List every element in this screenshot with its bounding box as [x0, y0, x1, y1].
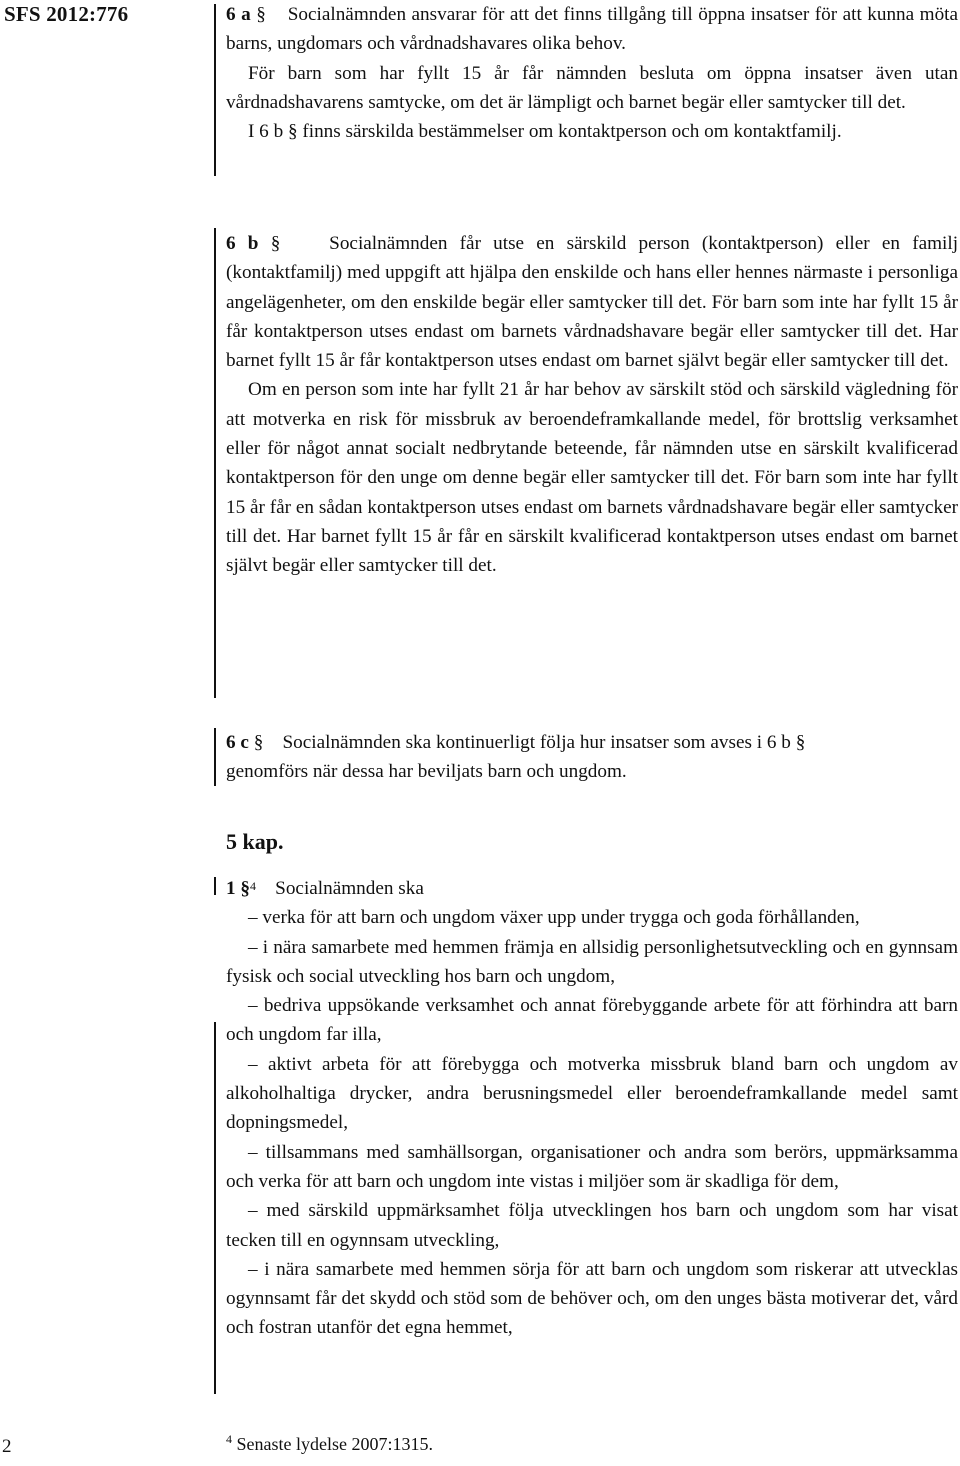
- paragraph-sign: §: [270, 233, 281, 254]
- section-text: Socialnämnden ska kontinuerligt följa hur insatser som avses i 6 b: [282, 732, 791, 753]
- footnote: [226, 1434, 433, 1455]
- change-bar-1-items: [214, 1022, 216, 1394]
- section-number: 6 b: [226, 233, 259, 254]
- change-bar-6b: [214, 228, 216, 698]
- paragraph-sign: §: [795, 732, 806, 753]
- section-number: 1: [226, 878, 236, 899]
- list-item: – tillsammans med samhällsorgan, organisationer och andra som berörs, uppmärksamma och verka för att barn och ungdom inte vistas i miljöer som är skadliga för dem,: [226, 1141, 958, 1192]
- section-text: Socialnämnden ansvarar för att det finns tillgång till öppna insatser för att kunna möta barns, ungdomars och vårdnadshavares olika behov.: [226, 4, 959, 55]
- list-item: – aktivt arbeta för att förebygga och motverka missbruk bland barn och ungdom av alkoholhaltiga drycker, andra berusningsmedel eller beroendeframkallande medel samt dopningsmedel,: [226, 1053, 958, 1134]
- list-item: – med särskild uppmärksamhet följa utvecklingen hos barn och ungdom som har visat tecken till en ogynnsam utveckling,: [226, 1200, 958, 1251]
- cross-reference: I 6 b: [248, 121, 284, 143]
- chapter-heading: 5 kap.: [226, 829, 284, 854]
- list-item: – i nära samarbete med hemmen främja en allsidig personlighetsutveckling och en gynnsam fysisk och social utveckling hos barn och ungdom,: [226, 936, 958, 987]
- list-item: – verka för att barn och ungdom växer upp under trygga och goda förhållanden,: [248, 907, 860, 929]
- list-item: – i nära samarbete med hemmen sörja för att barn och ungdom som riskerar att utvecklas ogynnsamt får det skydd och stöd som de behöver och, om den unges bästa motiverar det, vård och fostran utanför det egna hemmet,: [226, 1258, 958, 1339]
- list-item: – bedriva uppsökande verksamhet och annat förebyggande arbete för att förhindra att barn och ungdom far illa,: [226, 995, 958, 1046]
- section-text: Socialnämnden ska: [275, 878, 424, 899]
- section-text: finns särskilda bestämmelser om kontaktperson och om kontaktfamilj.: [302, 121, 842, 143]
- change-bar-6c: [214, 728, 216, 786]
- section-number: 6 c: [226, 732, 249, 753]
- paragraph-sign: §: [253, 732, 264, 753]
- change-bar-1: [214, 877, 216, 895]
- page-number: 2: [2, 1436, 12, 1457]
- section-1: [226, 874, 958, 1343]
- footnote-reference: 4: [249, 879, 256, 893]
- paragraph-sign: §: [287, 121, 298, 143]
- section-text: genomförs när dessa har beviljats barn och ungdom.: [226, 761, 627, 783]
- section-6c: [226, 728, 958, 787]
- section-paragraph: Om en person som inte har fyllt 21 år har behov av särskilt stöd och särskild vägledning för att motverka en risk för missbruk av beroendeframkallande medel, för brottslig verksamhet eller för något annat socialt nedbrytande beteende, får nämnden utse en särskilt kvalificerad kontaktperson för den unge om denne begär eller samtycker till det. För barn som inte har fyllt 15 år får en sådan kontaktperson utses endast om barnets vårdnadshavare begär eller samtycker till det. Har barnet fyllt 15 år får en särskilt kvalificerad kontaktperson utses endast om barnet självt begär eller samtycker till det.: [226, 379, 958, 577]
- section-paragraph: För barn som har fyllt 15 år får nämnden besluta om öppna insatser även utan vårdnadshavarens samtycke, om det är lämpligt och barnet begär eller samtycker till det.: [226, 62, 958, 113]
- section-number: 6 a: [226, 4, 251, 25]
- document-header: SFS 2012:776: [4, 2, 129, 26]
- footnote-number: 4: [226, 1432, 232, 1446]
- section-6b: [226, 229, 958, 581]
- section-6a: [226, 0, 958, 146]
- change-bar-6a: [214, 4, 216, 176]
- paragraph-sign: §: [256, 4, 266, 25]
- paragraph-sign: §: [240, 878, 250, 899]
- section-text: Socialnämnden får utse en särskild person (kontaktperson) eller en familj (kontaktfamilj) med uppgift att hjälpa den enskilde och hans eller hennes närmaste i personliga angelägenheter, om den enskilde begär eller samtycker till det. För barn som inte har fyllt 15 år får kontaktperson utses endast om barnets vårdnadshavare begär eller samtycker till det. Har barnet fyllt 15 år får kontaktperson utses endast om barnet självt begär eller samtycker till det.: [226, 233, 959, 372]
- footnote-text: Senaste lydelse 2007:1315.: [236, 1434, 433, 1454]
